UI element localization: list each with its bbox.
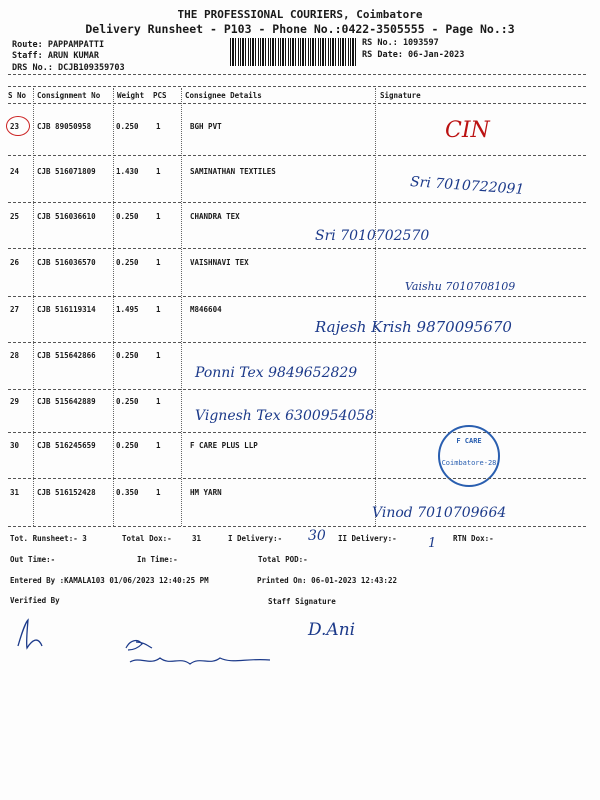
row-consignee: HM YARN — [190, 488, 222, 497]
row-divider — [8, 389, 586, 390]
row-weight: 0.250 — [116, 397, 139, 406]
row-signature: Ponni Tex 9849652829 — [195, 365, 358, 381]
row-divider — [8, 155, 586, 156]
drs-no: DRS No.: DCJB109359703 — [12, 63, 125, 73]
row-weight: 0.250 — [116, 258, 139, 267]
ii-delivery-label: II Delivery:- — [338, 534, 397, 543]
col-consignment: Consignment No — [37, 91, 101, 100]
entered-by: Entered By :KAMALA103 01/06/2023 12:40:25 PM — [10, 576, 209, 585]
row-divider — [8, 478, 586, 479]
col-consignee: Consignee Details — [185, 91, 262, 100]
row-pcs: 1 — [156, 305, 161, 314]
row-pcs: 1 — [156, 258, 161, 267]
row-pcs: 1 — [156, 212, 161, 221]
route: Route: PAPPAMPATTI — [12, 40, 105, 50]
divider — [8, 526, 586, 527]
rs-no: RS No.: 1093597 — [362, 38, 439, 48]
row-pcs: 1 — [156, 397, 161, 406]
tot-runsheet: Tot. Runsheet:- 3 — [10, 534, 87, 543]
divider — [8, 74, 586, 75]
row-pcs: 1 — [156, 488, 161, 497]
row-divider — [8, 342, 586, 343]
row-weight: 1.430 — [116, 167, 139, 176]
total-pod-label: Total POD:- — [258, 555, 308, 564]
row-sno: 23 — [10, 122, 20, 131]
row-sno: 31 — [10, 488, 20, 497]
row-signature: Vinod 7010709664 — [372, 505, 507, 521]
staff-signature-label: Staff Signature — [268, 597, 336, 606]
row-consignment: CJB 515642866 — [37, 351, 96, 360]
in-time-label: In Time:- — [137, 555, 178, 564]
printed-on: Printed On: 06-01-2023 12:43:22 — [257, 576, 397, 585]
row-consignee: M846604 — [190, 305, 222, 314]
ii-delivery-value: 1 — [428, 536, 437, 551]
row-consignment: CJB 89050958 — [37, 122, 92, 131]
row-pcs: 1 — [156, 122, 161, 131]
row-consignment: CJB 516036610 — [37, 212, 96, 221]
row-consignee: CHANDRA TEX — [190, 212, 240, 221]
row-pcs: 1 — [156, 167, 161, 176]
row-sno: 25 — [10, 212, 20, 221]
row-sno: 24 — [10, 167, 20, 176]
total-dox-value: 31 — [192, 534, 202, 543]
row-consignment: CJB 516071809 — [37, 167, 96, 176]
row-signature: Sri 7010722091 — [409, 174, 525, 198]
row-sno: 28 — [10, 351, 20, 360]
row-consignment: CJB 516245659 — [37, 441, 96, 450]
company-title: THE PROFESSIONAL COURIERS, Coimbatore — [177, 8, 423, 21]
row-consignment: CJB 516036570 — [37, 258, 96, 267]
row-consignment: CJB 515642889 — [37, 397, 96, 406]
barcode — [230, 38, 356, 66]
row-sno: 29 — [10, 397, 20, 406]
row-signature: Vignesh Tex 6300954058 — [195, 408, 375, 424]
total-dox-label: Total Dox:- — [122, 534, 172, 543]
row-pcs: 1 — [156, 441, 161, 450]
stamp-line1: F CARE — [456, 437, 482, 445]
rs-date: RS Date: 06-Jan-2023 — [362, 50, 465, 60]
row-signature: CIN — [445, 118, 490, 143]
verified-by-label: Verified By — [10, 596, 60, 605]
row-weight: 0.250 — [116, 351, 139, 360]
row-weight: 1.495 — [116, 305, 139, 314]
row-consignee: SAMINATHAN TEXTILES — [190, 167, 276, 176]
row-consignee: BGH PVT — [190, 122, 222, 131]
row-sno: 26 — [10, 258, 20, 267]
stamp-line2: Coimbatore-28 — [441, 459, 497, 467]
row-pcs: 1 — [156, 351, 161, 360]
i-delivery-value: 30 — [308, 528, 326, 544]
row-weight: 0.250 — [116, 122, 139, 131]
row-weight: 0.250 — [116, 212, 139, 221]
row-divider — [8, 432, 586, 433]
row-divider — [8, 248, 586, 249]
row-sno: 27 — [10, 305, 20, 314]
staff-signature-mark: D.Ani — [308, 620, 356, 640]
col-sno: S No — [8, 91, 27, 100]
row-divider — [8, 202, 586, 203]
rtn-dox-label: RTN Dox:- — [453, 534, 494, 543]
col-signature: Signature — [380, 91, 421, 100]
row-sno: 30 — [10, 441, 20, 450]
i-delivery-label: I Delivery:- — [228, 534, 283, 543]
col-pcs: PCS — [153, 91, 167, 100]
row-signature: Vaishu 7010708109 — [405, 280, 516, 293]
column-line — [375, 88, 376, 526]
runsheet-title: Delivery Runsheet - P103 - Phone No.:0422-3505555 - Page No.:3 — [85, 22, 515, 36]
row-signature: Sri 7010702570 — [315, 228, 430, 244]
column-line — [113, 88, 114, 526]
divider — [8, 86, 586, 87]
row-divider — [8, 296, 586, 297]
column-line — [33, 88, 34, 526]
col-weight: Weight — [117, 91, 145, 100]
divider — [8, 103, 586, 104]
row-consignment: CJB 516152428 — [37, 488, 96, 497]
row-weight: 0.350 — [116, 488, 139, 497]
column-line — [181, 88, 182, 526]
out-time-label: Out Time:- — [10, 555, 56, 564]
row-consignment: CJB 516119314 — [37, 305, 96, 314]
staff: Staff: ARUN KUMAR — [12, 51, 99, 61]
row-signature: Rajesh Krish 9870095670 — [315, 318, 512, 336]
verifier-signature — [10, 612, 290, 674]
row-consignee: VAISHNAVI TEX — [190, 258, 249, 267]
row-consignee: F CARE PLUS LLP — [190, 441, 258, 450]
row-weight: 0.250 — [116, 441, 139, 450]
